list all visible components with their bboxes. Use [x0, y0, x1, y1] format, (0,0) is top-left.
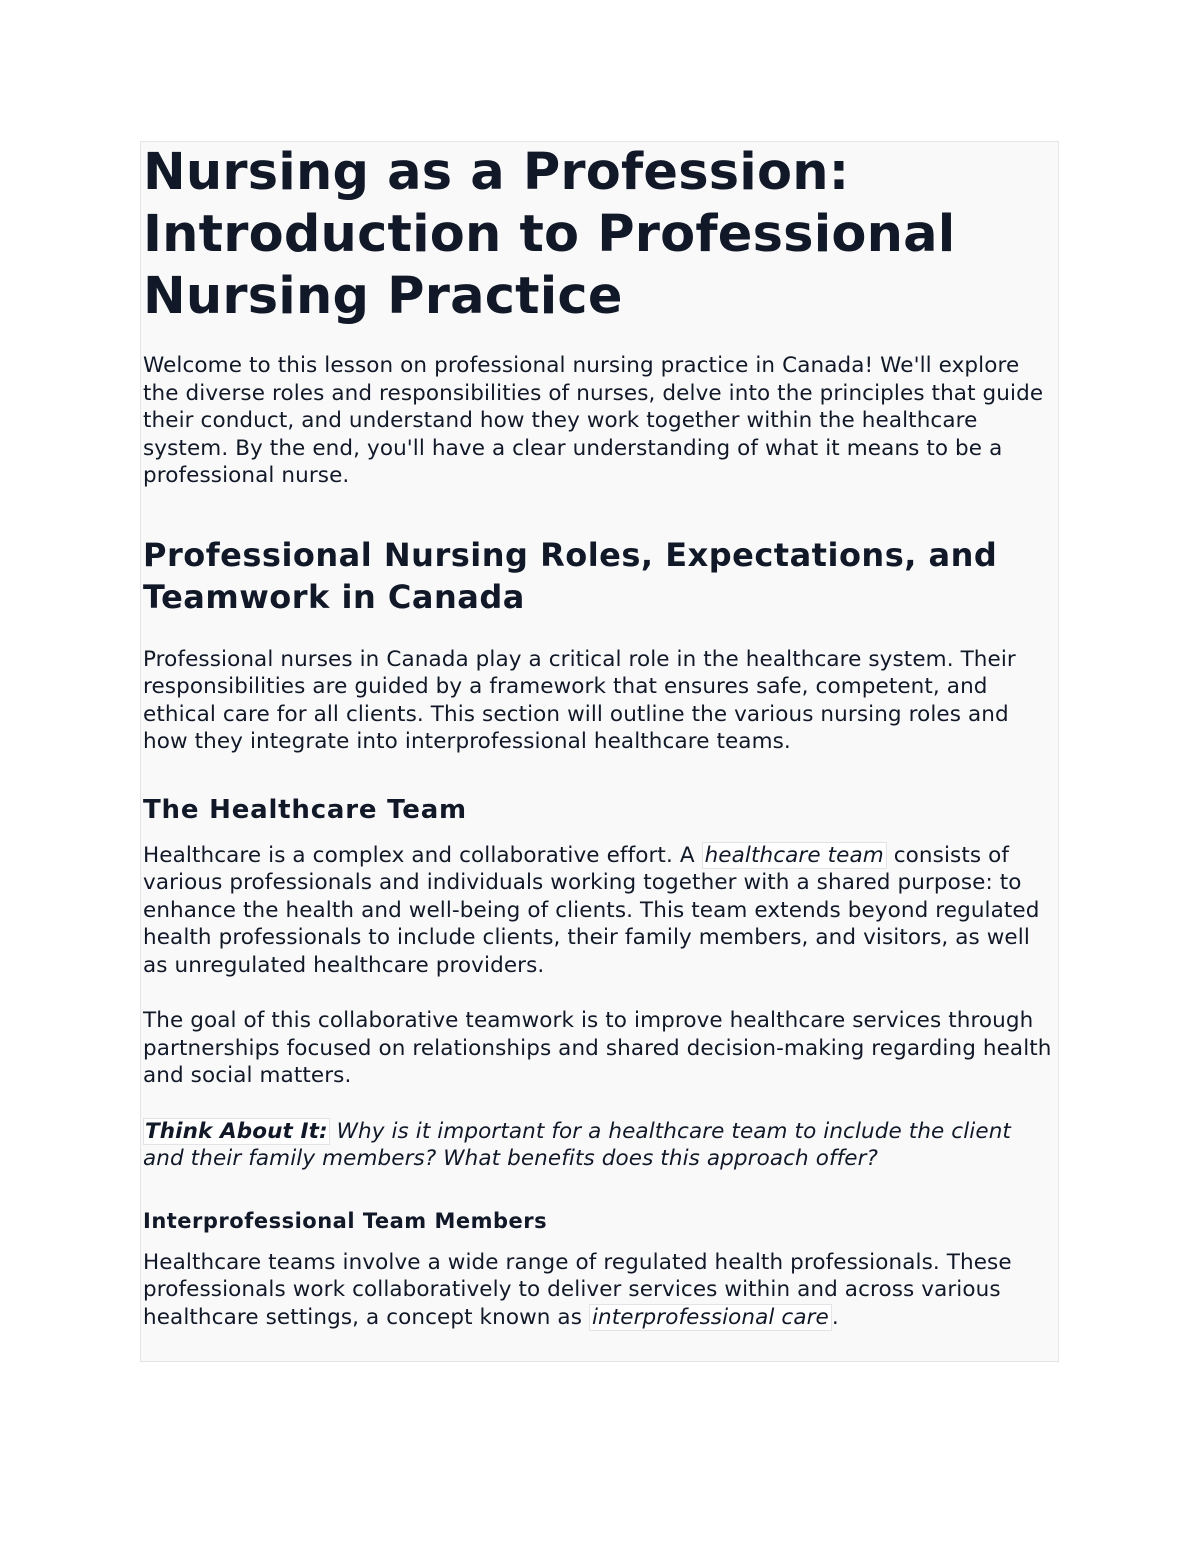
document-page [140, 141, 1059, 1362]
section-heading-healthcare-team: The Healthcare Team [143, 794, 467, 825]
think-about-it-paragraph [143, 1118, 1056, 1173]
healthcare-team-paragraph [143, 842, 1056, 980]
think-about-it-question: Why is it important for a healthcare team to include the client and their family members? What benefits does this approach offer? [143, 1118, 1011, 1171]
term-healthcare-team: healthcare team [702, 842, 887, 869]
roles-paragraph: Professional nurses in Canada play a critical role in the healthcare system. Their responsibilities are guided by a framework that ensures safe, competent, and ethical care for all clients. This section will outline the various nursing roles and how they integrate into interprofessional healthcare teams. [143, 646, 1016, 754]
text-run: Healthcare is a complex and collaborative effort. A [143, 842, 702, 868]
text-run: consists of various professionals and individuals working together with a shared purpose: to enhance the health and well-being of clients. This team extends beyond regulated health professionals to include clients, their family members, and visitors, as well as unregulated healthcare providers. [143, 842, 1040, 978]
section-heading-interprofessional: Interprofessional Team Members [143, 1208, 548, 1233]
text-run: . [831, 1304, 839, 1330]
section-heading-roles: Professional Nursing Roles, Expectations, and Teamwork in Canada [143, 535, 998, 616]
teamwork-goal-paragraph: The goal of this collaborative teamwork is to improve healthcare services through partnerships focused on relationships and shared decision-making regarding health and social matters. [143, 1008, 1052, 1088]
think-about-it-label: Think About It: [145, 1118, 328, 1144]
intro-paragraph: Welcome to this lesson on professional nursing practice in Canada! We'll explore the diverse roles and responsibilities of nurses, delve into the principles that guide their conduct, and understand how they work together within the healthcare system. By the end, you'll have a clear understanding of what it means to be a professional nurse. [143, 353, 1044, 488]
interprofessional-paragraph [143, 1249, 1056, 1332]
document-title: Nursing as a Profession: Introduction to Professional Nursing Practice [143, 143, 956, 326]
text-run: Healthcare teams involve a wide range of regulated health professionals. These professionals work collaboratively to deliver services within and across various healthcare settings, a concept known as [143, 1249, 1012, 1330]
term-interprofessional-care: interprofessional care [589, 1304, 832, 1331]
